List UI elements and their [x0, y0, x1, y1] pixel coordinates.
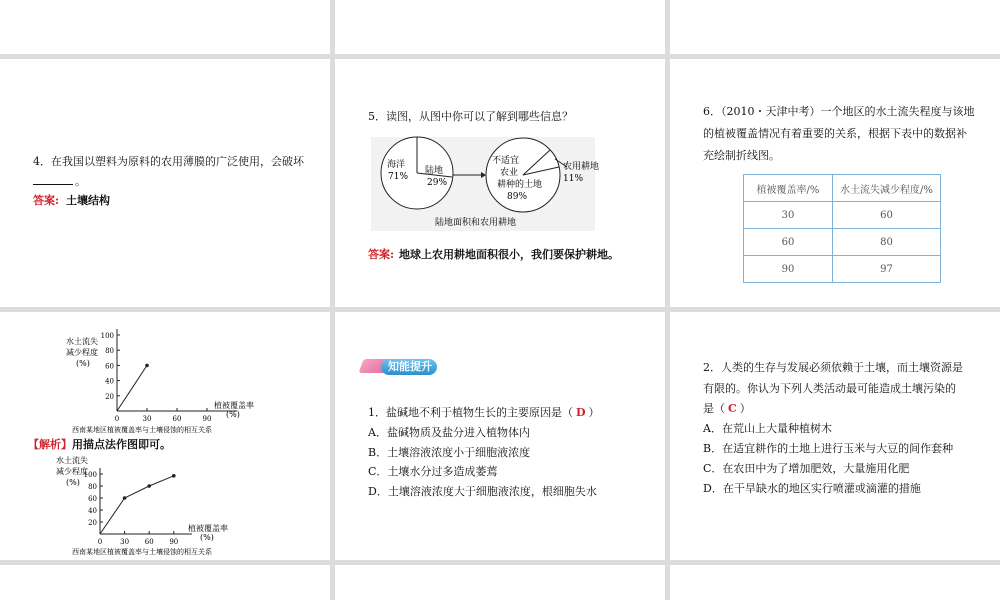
graph-top-ylabel3: (%) — [76, 359, 90, 368]
q5-question: 5．读图，从图中你可以了解到哪些信息？ — [368, 110, 573, 123]
q2-line3-text: 是（ — [703, 402, 725, 415]
q6-line2: 的植被覆盖情况有着重要的关系，根据下表中的数据补 — [703, 127, 967, 140]
graph-top-ylabel2: 减少程度 — [66, 348, 98, 357]
graph-top — [0, 312, 330, 436]
knowledge-q1-text: 1．盐碱地不利于植物生长的主要原因是（ — [368, 406, 573, 419]
table-header-coverage: 植被覆盖率/% — [744, 175, 833, 202]
q2-answer: C — [728, 402, 737, 415]
q4-blank-line — [33, 184, 73, 185]
table-cell: 80 — [833, 229, 941, 256]
data-point — [123, 496, 127, 500]
graph-top-ylabel1: 水土流失 — [66, 337, 98, 346]
slide-top-right — [670, 0, 1000, 54]
y-tick-label: 60 — [88, 495, 97, 503]
data-point — [172, 474, 176, 478]
table-cell: 60 — [833, 202, 941, 229]
table-row — [744, 229, 941, 256]
pie2-label1b: 农业 — [500, 168, 519, 178]
x-tick-label: 90 — [202, 415, 212, 423]
y-tick-label: 100 — [100, 332, 114, 340]
q2-line2: 有限的。你认为下列人类活动最可能造成土壤污染的 — [703, 382, 956, 395]
table-cell: 90 — [744, 256, 833, 283]
knowledge-badge — [361, 357, 437, 377]
x-tick-label: 90 — [169, 538, 179, 546]
x-tick-label: 60 — [144, 538, 154, 546]
graph-bottom-ylabel2: 减少程度 — [56, 467, 88, 476]
q2-line3-end: ） — [739, 402, 751, 415]
analysis-label: 【解析】 — [28, 438, 72, 451]
x-tick-label: 60 — [172, 415, 182, 423]
q5-pie-figure — [371, 137, 600, 231]
graph-bottom-caption: 西南某地区植被覆盖率与土壤侵蚀的相互关系 — [72, 548, 212, 556]
y-tick-label: 80 — [88, 483, 97, 491]
table-row — [744, 256, 941, 283]
y-tick-label: 80 — [105, 347, 114, 356]
slide-graph — [0, 312, 330, 560]
table-row — [744, 202, 941, 229]
pie2-label1a: 不适宜 — [492, 156, 520, 166]
knowledge-option-a: A．盐碱物质及盐分进入植物体内 — [368, 426, 530, 439]
pie2-value2: 11% — [563, 174, 584, 184]
badge-label: 知能提升 — [388, 360, 432, 373]
q6-data-table — [743, 174, 941, 283]
y-tick-label: 20 — [105, 392, 114, 401]
pie2-value1: 89% — [507, 192, 528, 202]
analysis-text: 用描点法作图即可。 — [72, 438, 171, 451]
table-header-row — [744, 175, 941, 202]
slide-q2 — [670, 312, 1000, 560]
q4-blank-end: 。 — [75, 175, 86, 188]
knowledge-option-d: D．土壤溶液浓度大于细胞液浓度，根细胞失水 — [368, 485, 597, 498]
y-tick-label: 20 — [88, 519, 97, 527]
q2-line1: 2．人类的生存与发展必须依赖于土壤，而土壤资源是 — [703, 361, 963, 374]
slide-bottom-right — [670, 565, 1000, 600]
slide-q5 — [335, 59, 665, 307]
slide-q4 — [0, 59, 330, 307]
graph-top-xlabel2: (%) — [226, 410, 240, 419]
graph-bottom-xlabel2: (%) — [200, 533, 214, 542]
table-header-reduction: 水土流失减少程度/% — [833, 175, 941, 202]
q2-option-c: C．在农田中为了增加肥效，大量施用化肥 — [703, 462, 910, 475]
q2-line3 — [703, 402, 751, 416]
table-cell: 60 — [744, 229, 833, 256]
series-line — [117, 365, 147, 411]
pie1-label1: 海洋 — [387, 160, 406, 170]
q2-option-a: A．在荒山上大量种植树木 — [703, 422, 832, 435]
slide-top-middle — [335, 0, 665, 54]
graph-bottom-xlabel1: 植被覆盖率 — [188, 524, 228, 533]
pie1-value1: 71% — [388, 172, 409, 182]
q2-option-b: B．在适宜耕作的土地上进行玉米与大豆的间作套种 — [703, 442, 954, 455]
table-cell: 97 — [833, 256, 941, 283]
x-tick-label: 30 — [142, 415, 152, 423]
x-tick-label: 0 — [114, 415, 120, 423]
graph-top-xlabel1: 植被覆盖率 — [214, 401, 254, 410]
x-tick-label: 0 — [97, 538, 103, 546]
data-point — [145, 364, 149, 368]
q6-line1: 6．（2010・天津中考）一个地区的水土流失程度与该地 — [703, 105, 975, 118]
y-tick-label: 40 — [88, 507, 97, 515]
data-point — [147, 484, 151, 488]
slide-knowledge — [335, 312, 665, 560]
pie1-label2: 陆地 — [425, 166, 444, 176]
knowledge-option-b: B．土壤溶液浓度小于细胞液浓度 — [368, 446, 531, 459]
slide-bottom-middle — [335, 565, 665, 600]
graph-bottom-ylabel3: (%) — [66, 478, 80, 487]
graph-top-caption: 西南某地区植被覆盖率与土壤侵蚀的相互关系 — [72, 426, 212, 434]
y-tick-label: 100 — [83, 471, 97, 479]
q5-answer-text: 地球上农用耕地面积很小，我们要保护耕地。 — [399, 248, 619, 261]
q4-answer-text: 土壤结构 — [66, 194, 110, 207]
knowledge-q1-answer: D — [576, 406, 586, 419]
graph-bottom-ylabel1: 水土流失 — [56, 456, 88, 465]
y-tick-label: 40 — [105, 377, 114, 386]
q4-question: 4．在我国以塑料为原料的农用薄膜的广泛使用，会破坏 — [33, 155, 304, 168]
graph-bottom — [0, 436, 330, 560]
q5-answer-label: 答案: — [368, 248, 395, 261]
q5-caption: 陆地面积和农用耕地 — [435, 218, 517, 228]
pie2-label2: 农用耕地 — [563, 162, 600, 172]
knowledge-option-c: C．土壤水分过多造成萎蔫 — [368, 465, 498, 478]
table-cell: 30 — [744, 202, 833, 229]
x-tick-label: 30 — [120, 538, 130, 546]
pie-arrow-head — [481, 172, 486, 178]
q4-answer-label: 答案: — [33, 194, 60, 207]
pie2-label1c: 耕种的土地 — [497, 180, 543, 190]
y-tick-label: 60 — [105, 362, 114, 371]
pie1-value2: 29% — [427, 178, 448, 188]
slide-top-left — [0, 0, 330, 54]
knowledge-q1 — [368, 406, 600, 420]
knowledge-q1-end: ） — [588, 406, 600, 419]
q6-line3: 充绘制折线图。 — [703, 149, 780, 162]
slide-bottom-left — [0, 565, 330, 600]
series-line — [100, 476, 174, 534]
slide-q6 — [670, 59, 1000, 307]
q2-option-d: D．在干旱缺水的地区实行喷灌或滴灌的措施 — [703, 482, 921, 495]
